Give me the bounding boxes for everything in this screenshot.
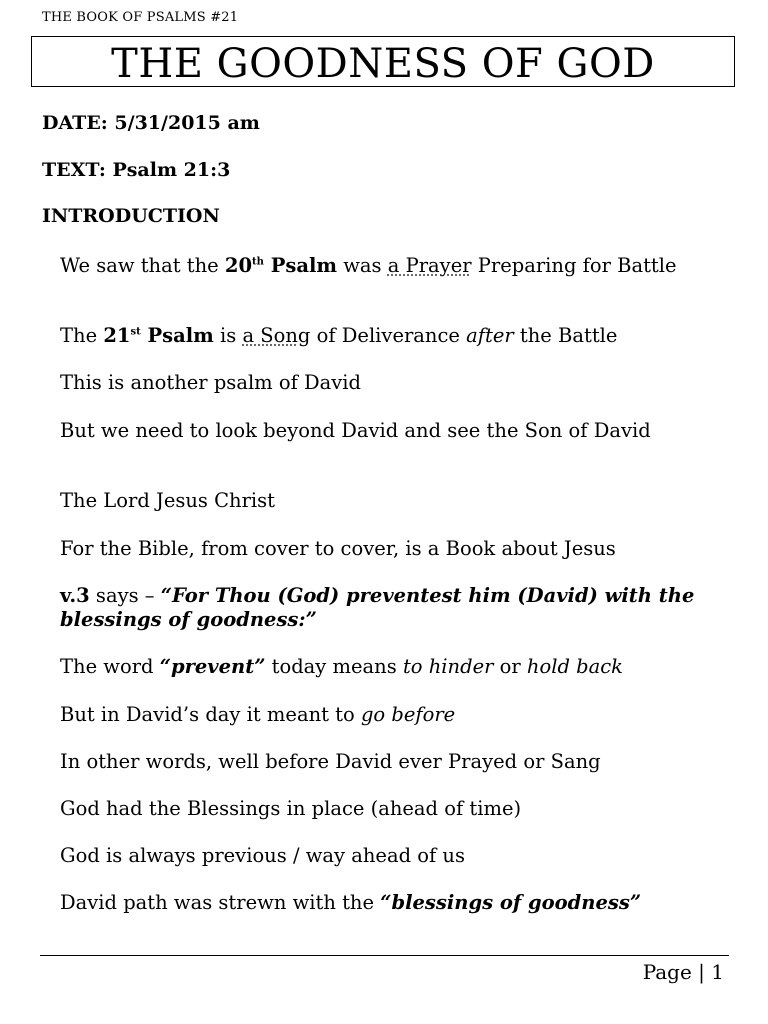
p1-ordinal: th: [252, 256, 264, 268]
paragraph-11: God had the Blessings in place (ahead of time): [60, 797, 522, 820]
p7-verse: v.3: [60, 584, 90, 607]
section-heading: INTRODUCTION: [42, 205, 220, 227]
paragraph-13: [60, 891, 720, 915]
page-number: Page | 1: [642, 960, 724, 984]
p8-text-e: or: [493, 655, 527, 678]
p2-italic: after: [466, 324, 514, 347]
p8-quote: “prevent”: [159, 655, 266, 678]
p2-text-a: The: [60, 324, 104, 347]
p1-text-a: We saw that the: [60, 254, 225, 277]
paragraph-6: For the Bible, from cover to cover, is a Book about Jesus: [60, 537, 616, 560]
p2-number: 21: [103, 324, 131, 347]
paragraph-10: In other words, well before David ever Prayed or Sang: [60, 750, 601, 773]
p8-italic-2: hold back: [526, 655, 623, 678]
p1-text-c: was: [337, 254, 388, 277]
page-title: THE GOODNESS OF GOD: [111, 40, 655, 87]
p8-text-a: The word: [60, 655, 160, 678]
paragraph-1: [60, 254, 720, 278]
p2-ordinal: st: [130, 326, 141, 338]
paragraph-8: [60, 655, 720, 679]
p1-number: 20: [224, 254, 253, 277]
paragraph-3: This is another psalm of David: [60, 371, 362, 394]
title-box: [31, 36, 735, 87]
p1-psalm: Psalm: [263, 254, 338, 277]
p7-text-b: says –: [89, 584, 161, 607]
p1-underlined: a Prayer: [387, 254, 472, 277]
paragraph-12: God is always previous / way ahead of us: [60, 844, 465, 867]
p8-text-c: today means: [265, 655, 403, 678]
text-reference: TEXT: Psalm 21:3: [42, 159, 231, 181]
paragraph-4: But we need to look beyond David and see the Son of David: [60, 419, 651, 442]
footer-divider: [40, 955, 729, 956]
p2-underlined: a Song: [242, 324, 311, 347]
p8-italic-1: to hinder: [402, 655, 494, 678]
paragraph-5: The Lord Jesus Christ: [60, 489, 276, 512]
p13-text-a: David path was strewn with the: [60, 891, 381, 914]
p9-italic: go before: [360, 703, 456, 726]
date-line: DATE: 5/31/2015 am: [42, 112, 260, 134]
paragraph-9: [60, 703, 720, 727]
p2-text-g: the Battle: [513, 324, 618, 347]
paragraph-2: [60, 324, 720, 348]
p2-text-e: of Deliverance: [310, 324, 467, 347]
paragraph-7: [60, 584, 720, 632]
p2-psalm: Psalm: [140, 324, 214, 347]
running-header: THE BOOK OF PSALMS #21: [42, 10, 239, 25]
p2-text-c: is: [213, 324, 243, 347]
p13-quote: “blessings of goodness”: [380, 891, 642, 914]
p9-text-a: But in David’s day it meant to: [60, 703, 361, 726]
p1-text-e: Preparing for Battle: [471, 254, 677, 277]
p7-quote: “For Thou (God) preventest him (David) with the blessings of goodness:”: [60, 584, 695, 631]
